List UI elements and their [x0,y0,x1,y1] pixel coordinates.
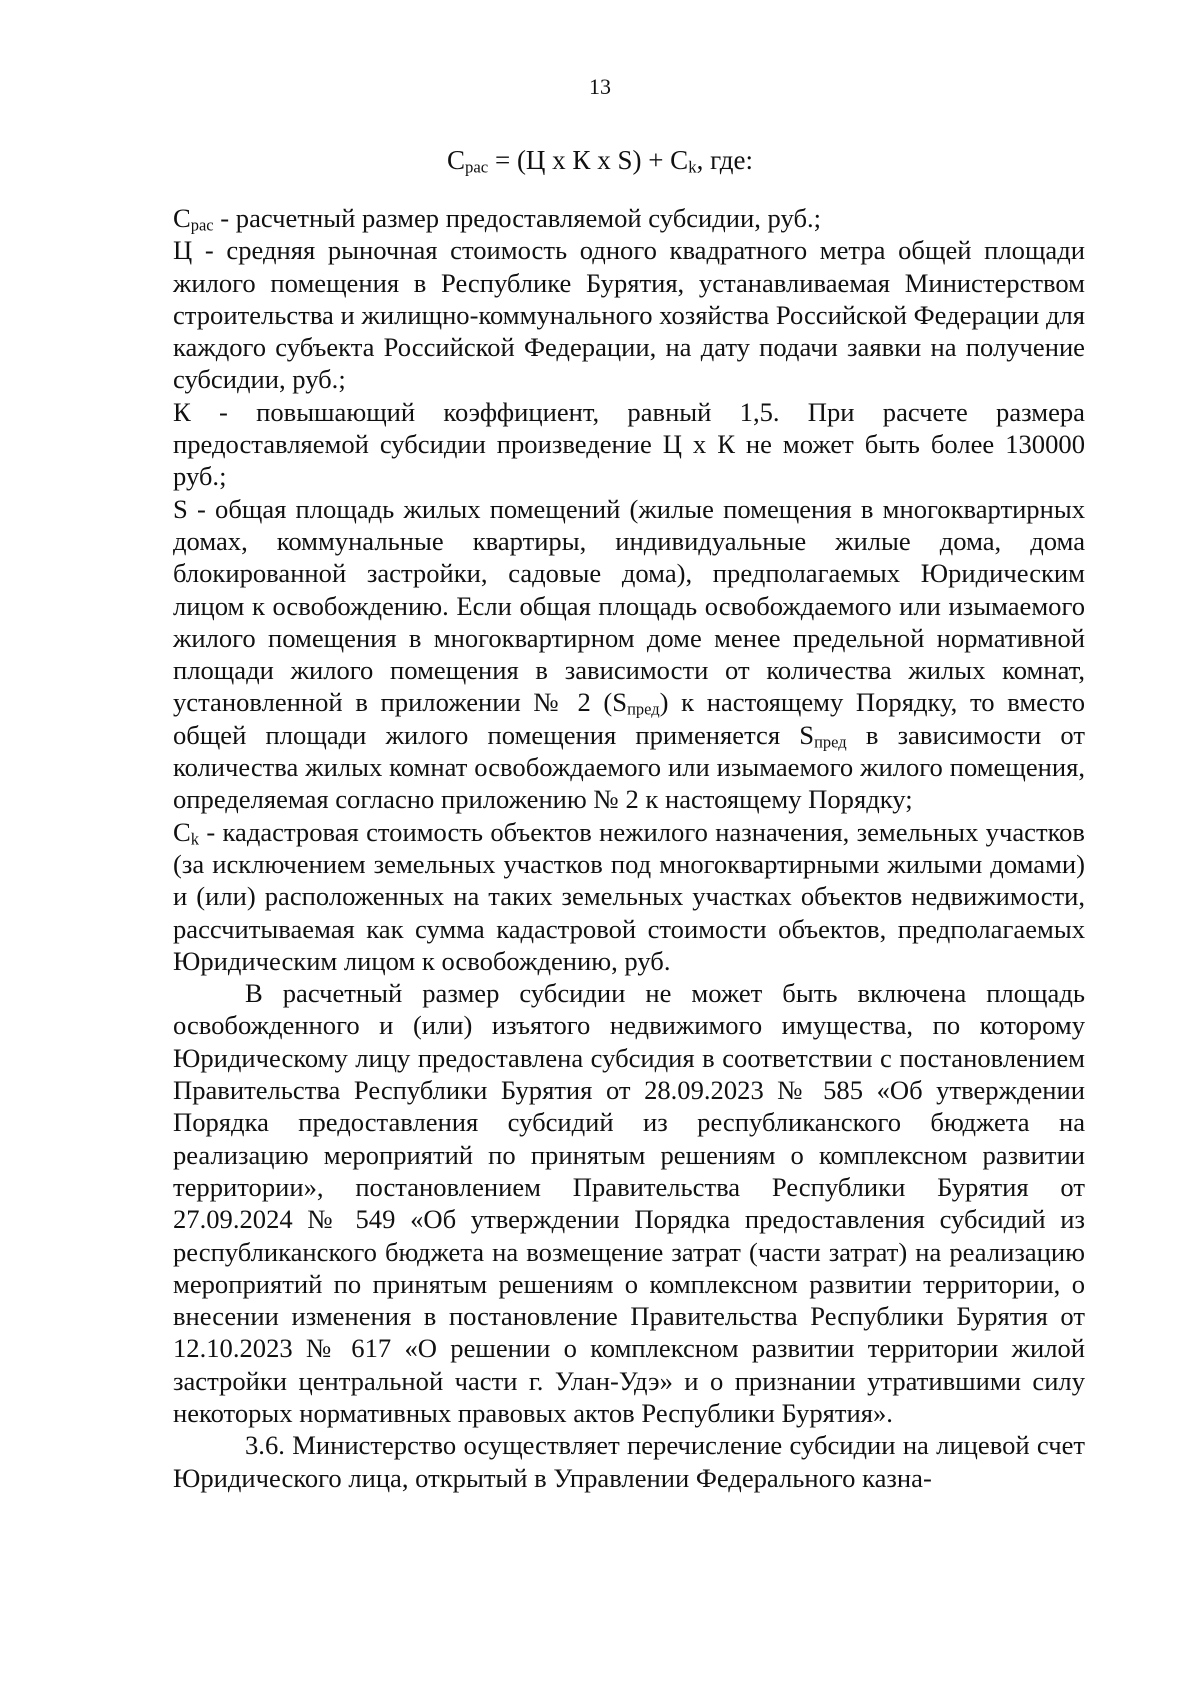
definition-crac [173,202,1085,234]
page-number: 13 [589,74,611,99]
definition-ck-text: - кадастровая стоимость объектов нежилого назначения, земельных участков (за исключением земельных участков под многоквартирными жилыми домами) и (или) расположенных на таких земельных участках объектов недвижимости, рассчитываемая как сумма кадастровой стоимости объектов, предполагаемых Юридическим лицом к освобождению, руб. [173,816,1085,976]
definition-s-subscript-1: пред [627,699,660,719]
formula-c: С [446,145,465,175]
definition-s-part2: ) к настоящему Порядку, то вместо общей площади жилого помещения применяется S [173,687,1085,750]
formula-c-subscript: рас [464,157,489,177]
paragraph-3-6: 3.6. Министерство осуществляет перечисление субсидии на лицевой счет Юридического лица, открытый в Управлении Федерального казна- [173,1430,1085,1493]
definition-k: К - повышающий коэффициент, равный 1,5. При расчете размера предоставляемой субсидии произведение Ц х К не может быть более 130000 руб.; [173,396,1085,492]
subsidy-formula [0,142,1200,178]
definition-ck [173,816,1085,977]
definition-s-subscript-2: пред [814,732,847,752]
paragraph-exclusion: В расчетный размер субсидии не может быть включена площадь освобожденного и (или) изъятого недвижимого имущества, по которому Юридическому лицу предоставлена субсидия в соответствии с постановлением Правительства Республики Бурятия от 28.09.2023 № 585 «Об утверждении Порядка предоставления субсидий из республиканского бюджета на реализацию мероприятий по принятым решениям о комплексном развитии территории», постановлением Правительства Республики Бурятия от 27.09.2024 № 549 «Об утверждении Порядка предоставления субсидий из республиканского бюджета на возмещение затрат (части затрат) на реализацию мероприятий по принятым решениям о комплексном развитии территории, о внесении изменения в постановление Правительства Республики Бурятия от 12.10.2023 № 617 «О решении о комплексном развитии территории жилой застройки центральной части г. Улан-Удэ» и о признании утратившими силу некоторых нормативных правовых актов Республики Бурятия». [173,978,1085,1428]
definition-crac-text: - расчетный размер предоставляемой субсидии, руб.; [213,203,822,233]
formula-expression: = (Ц х К х S) + С [488,145,689,175]
formula-k-subscript: k [688,157,697,177]
definition-s-part1: S - общая площадь жилых помещений (жилые помещения в многоквартирных домах, коммунальные квартиры, индивидуальные жилые дома, дома блокированной застройки, садовые дома), предполагаемых Юридическим лицом к освобождению. Если общая площадь освобождаемого или изымаемого жилого помещения в многоквартирном доме менее предельной нормативной площади жилого помещения в зависимости от количества жилых комнат, установленной в приложении № 2 (S [173,493,1085,718]
definition-ck-subscript: k [190,828,199,848]
definition-ck-symbol: С [173,816,191,847]
definition-s-part3: в зависимости от количества жилых комнат освобождаемого или изымаемого жилого помещения, определяемая согласно приложению № 2 к настоящему Порядку; [173,719,1085,815]
document-body [173,202,1085,1494]
definition-ts: Ц - средняя рыночная стоимость одного квадратного метра общей площади жилого помещения в Республике Бурятия, устанавливаемая Министерством строительства и жилищно-коммунального хозяйства Российской Федерации для каждого субъекта Российской Федерации, на дату подачи заявки на получение субсидии, руб.; [173,235,1085,395]
definition-crac-subscript: рас [190,215,214,235]
definition-s [173,493,1085,816]
formula-tail: , где: [696,145,754,175]
definition-crac-symbol: С [173,203,191,233]
